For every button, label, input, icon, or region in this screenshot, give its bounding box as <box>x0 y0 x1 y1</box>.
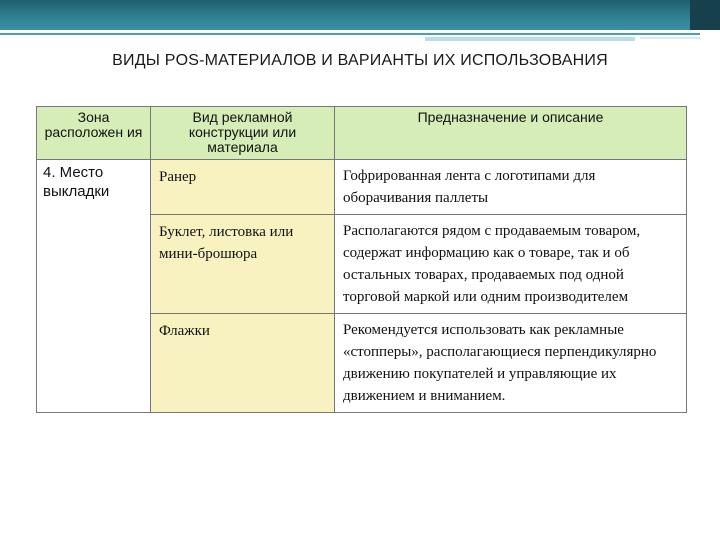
decor-line-accent <box>425 37 635 41</box>
type-cell: Ранер <box>151 160 335 215</box>
decor-line-faint <box>640 37 700 39</box>
header-band <box>0 0 720 30</box>
header-type: Вид рекламной конструкции или материала <box>151 107 335 160</box>
decor-line <box>0 33 700 35</box>
description-cell: Гофрированная лента с логотипами для оборачивания паллеты <box>335 160 687 215</box>
zone-cell: 4. Место выкладки <box>37 160 151 413</box>
header-band-corner <box>690 0 720 30</box>
table-header-row <box>37 107 687 160</box>
table-row <box>37 160 687 215</box>
type-cell: Буклет, листовка или мини-брошюра <box>151 215 335 314</box>
type-cell: Флажки <box>151 314 335 413</box>
slide-title: ВИДЫ POS-МАТЕРИАЛОВ И ВАРИАНТЫ ИХ ИСПОЛЬЗОВАНИЯ <box>112 52 608 69</box>
header-zone: Зона расположен ия <box>37 107 151 160</box>
description-cell: Рекомендуется использовать как рекламные «стопперы», располагающиеся перпендикулярно движению покупателей и управляющие их движением и вниманием. <box>335 314 687 413</box>
header-description: Предназначение и описание <box>335 107 687 160</box>
pos-materials-table <box>36 106 687 413</box>
description-cell: Располагаются рядом с продаваемым товаром, содержат информацию как о товаре, так и об остальных товарах, продаваемых под одной торговой маркой или одним производителем <box>335 215 687 314</box>
